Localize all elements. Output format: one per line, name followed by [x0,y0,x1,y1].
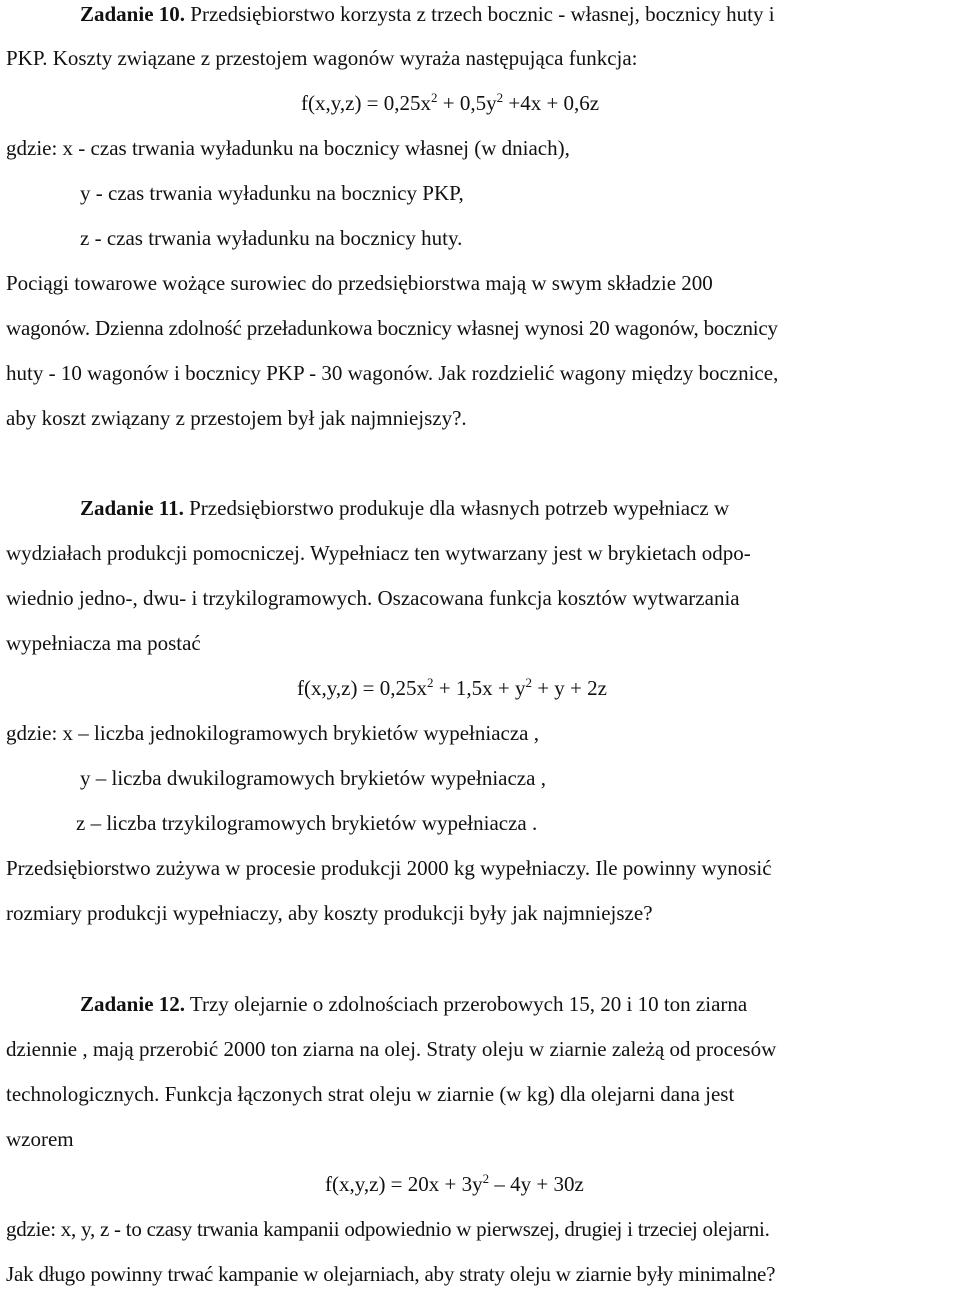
task-11-var-x: gdzie: x – liczba jednokilogramowych brykietów wypełniacza , [6,721,539,745]
task-12-intro-line-4: wzorem [6,1127,74,1151]
task-11-body-line-2: rozmiary produkcji wypełniaczy, aby koszty produkcji były jak najmniejsze? [6,901,653,925]
task-11-var-z: z – liczba trzykilogramowych brykietów wypełniacza . [76,811,538,835]
task-10-body-line-3: huty - 10 wagonów i bocznicy PKP - 30 wagonów. Jak rozdzielić wagony między bocznice, [6,361,779,385]
task-12-body-line-1: gdzie: x, y, z - to czasy trwania kampanii odpowiednio w pierwszej, drugiej i trzeciej olejarni. [6,1217,770,1241]
task-12-intro-line-2: dziennie , mają przerobić 2000 ton ziarna na olej. Straty oleju w ziarnie zależą od procesów [6,1037,777,1061]
task-12-intro-line-1: Zadanie 12. Trzy olejarnie o zdolnościach przerobowych 15, 20 i 10 ton ziarna [80,992,748,1016]
task-11-intro-line-4: wypełniacza ma postać [6,631,201,655]
task-10-var-x: gdzie: x - czas trwania wyładunku na bocznicy własnej (w dniach), [6,136,570,160]
task-12-formula: $f(x,y,z) = 20x + 3y^2 - 4y + 30z$ [325,1171,584,1196]
task-10-intro-line-2: PKP. Koszty związane z przestojem wagonów wyraża następująca funkcja: [6,46,638,70]
task-10-body-line-2: wagonów. Dzienna zdolność przeładunkowa bocznicy własnej wynosi 20 wagonów, bocznicy [6,316,778,340]
task-11-intro-line-1: Zadanie 11. Przedsiębiorstwo produkuje dla własnych potrzeb wypełniacz w [80,496,730,520]
task-10-body-line-1: Pociągi towarowe wożące surowiec do przedsiębiorstwa mają w swym składzie 200 [6,271,713,295]
task-11-intro-line-3: wiednio jedno-, dwu- i trzykilogramowych. Oszacowana funkcja kosztów wytwarzania [6,586,740,610]
task-10-body-line-4: aby koszt związany z przestojem był jak najmniejszy?. [6,406,467,430]
task-12-body-line-2: Jak długo powinny trwać kampanie w olejarniach, aby straty oleju w ziarnie były minimalne? [6,1262,776,1286]
task-12-heading: Zadanie 12. [80,992,186,1016]
task-11-var-y: y – liczba dwukilogramowych brykietów wypełniacza , [80,766,546,790]
task-11-heading: Zadanie 11. [80,496,184,520]
task-11-formula: $f(x,y,z) = 0,25x^2 + 1,5x + y^2 + y + 2z$ [297,675,607,700]
task-11-intro-line-2: wydziałach produkcji pomocniczej. Wypełniacz ten wytwarzany jest w brykietach odpo- [6,541,751,565]
task-12-intro-line-3: technologicznych. Funkcja łączonych strat oleju w ziarnie (w kg) dla olejarni dana jest [6,1082,735,1106]
task-10-formula: $f(x,y,z) = 0,25x^2 + 0,5y^2 +4x + 0,6z$ [301,90,600,115]
task-11-body-line-1: Przedsiębiorstwo zużywa w procesie produkcji 2000 kg wypełniaczy. Ile powinny wynosić [6,856,772,880]
task-10-intro-line-1: Zadanie 10. Przedsiębiorstwo korzysta z trzech bocznic - własnej, bocznicy huty i [80,2,775,26]
task-10-var-y: y - czas trwania wyładunku na bocznicy PKP, [80,181,464,205]
task-10-heading: Zadanie 10. [80,2,186,26]
task-10-var-z: z - czas trwania wyładunku na bocznicy huty. [80,226,463,250]
